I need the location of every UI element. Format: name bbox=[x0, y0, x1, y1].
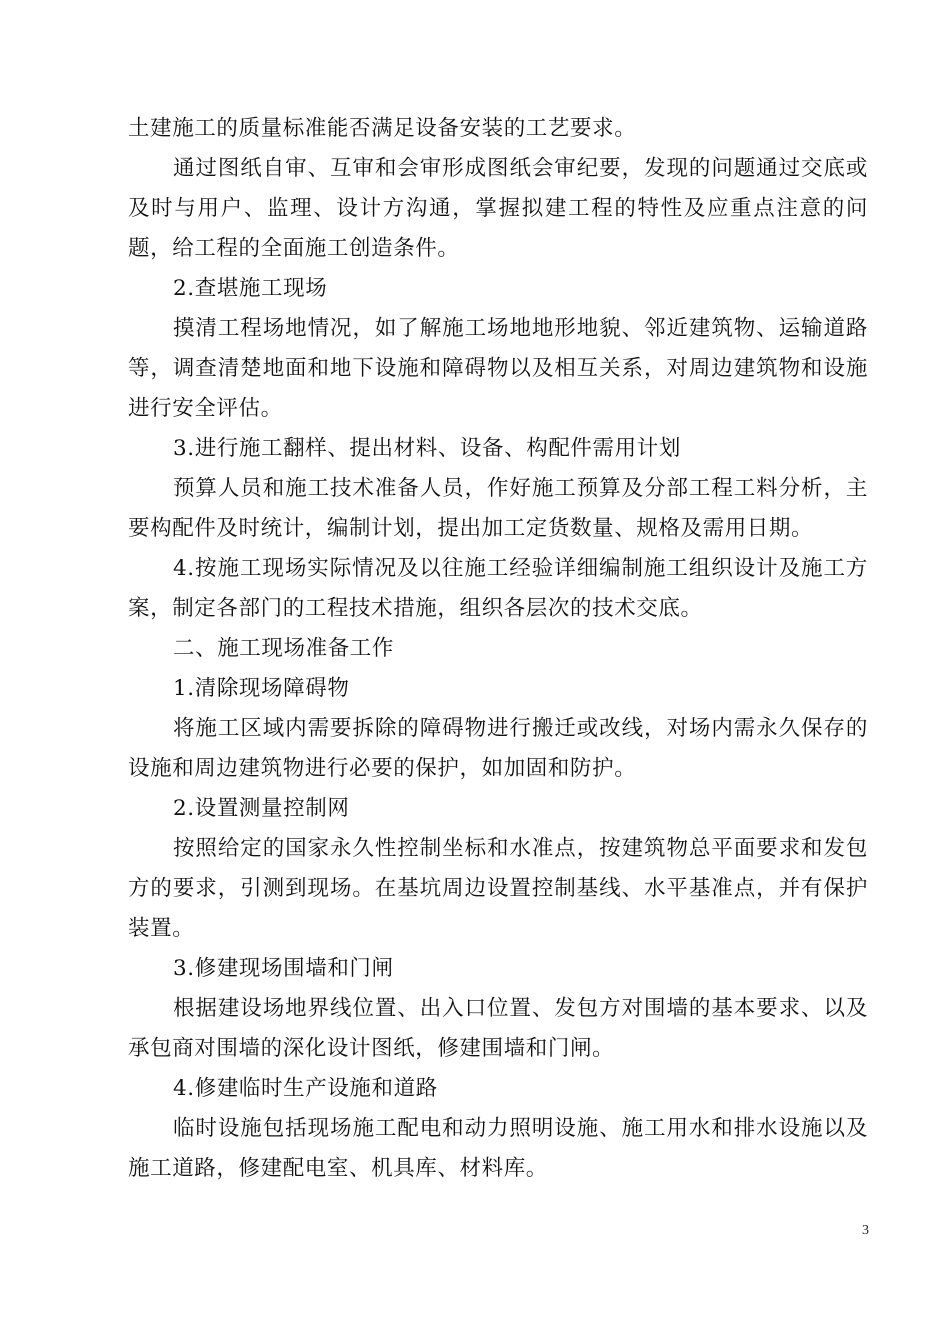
subheading-survey-control: 2.设置测量控制网 bbox=[173, 796, 350, 821]
subheading-site-survey: 2.查堪施工现场 bbox=[173, 276, 328, 301]
paragraph-fence-gate: 根据建设场地界线位置、出入口位置、发包方对围墙的基本要求、以及承包商对围墙的深化设计图纸，修建围墙和门闸。 bbox=[128, 996, 868, 1061]
section-heading-site-preparation: 二、施工现场准备工作 bbox=[173, 636, 395, 661]
paragraph-material-plan: 预算人员和施工技术准备人员，作好施工预算及分部工程工料分析，主要构配件及时统计，编制计划，提出加工定货数量、规格及需用日期。 bbox=[128, 476, 868, 541]
paragraph-site-survey: 摸清工程场地情况，如了解施工场地地形地貌、邻近建筑物、运输道路等，调查清楚地面和地下设施和障碍物以及相互关系，对周边建筑物和设施进行安全评估。 bbox=[128, 316, 868, 421]
page-number: 3 bbox=[862, 1223, 869, 1238]
paragraph-drawing-review: 通过图纸自审、互审和会审形成图纸会审纪要，发现的问题通过交底或及时与用户、监理、设计方沟通，掌握拟建工程的特性及应重点注意的问题，给工程的全面施工创造条件。 bbox=[128, 156, 868, 261]
paragraph-continuation: 土建施工的质量标准能否满足设备安装的工艺要求。 bbox=[128, 116, 637, 141]
paragraph-temporary-facilities: 临时设施包括现场施工配电和动力照明设施、施工用水和排水设施以及施工道路，修建配电室、机具库、材料库。 bbox=[128, 1116, 868, 1181]
paragraph-obstacle-removal: 将施工区域内需要拆除的障碍物进行搬迁或改线，对场内需永久保存的设施和周边建筑物进行必要的保护，如加固和防护。 bbox=[128, 716, 868, 781]
paragraph-construction-plan: 4.按施工现场实际情况及以往施工经验详细编制施工组织设计及施工方案，制定各部门的工程技术措施，组织各层次的技术交底。 bbox=[128, 556, 868, 621]
subheading-fence-gate: 3.修建现场围墙和门闸 bbox=[173, 956, 394, 981]
subheading-material-plan: 3.进行施工翻样、提出材料、设备、构配件需用计划 bbox=[173, 436, 681, 461]
document-body bbox=[128, 109, 868, 1189]
subheading-obstacle-removal: 1.清除现场障碍物 bbox=[173, 676, 350, 701]
subheading-temporary-facilities: 4.修建临时生产设施和道路 bbox=[173, 1076, 438, 1101]
paragraph-survey-control: 按照给定的国家永久性控制坐标和水准点，按建筑物总平面要求和发包方的要求，引测到现场。在基坑周边设置控制基线、水平基准点，并有保护装置。 bbox=[128, 836, 868, 941]
